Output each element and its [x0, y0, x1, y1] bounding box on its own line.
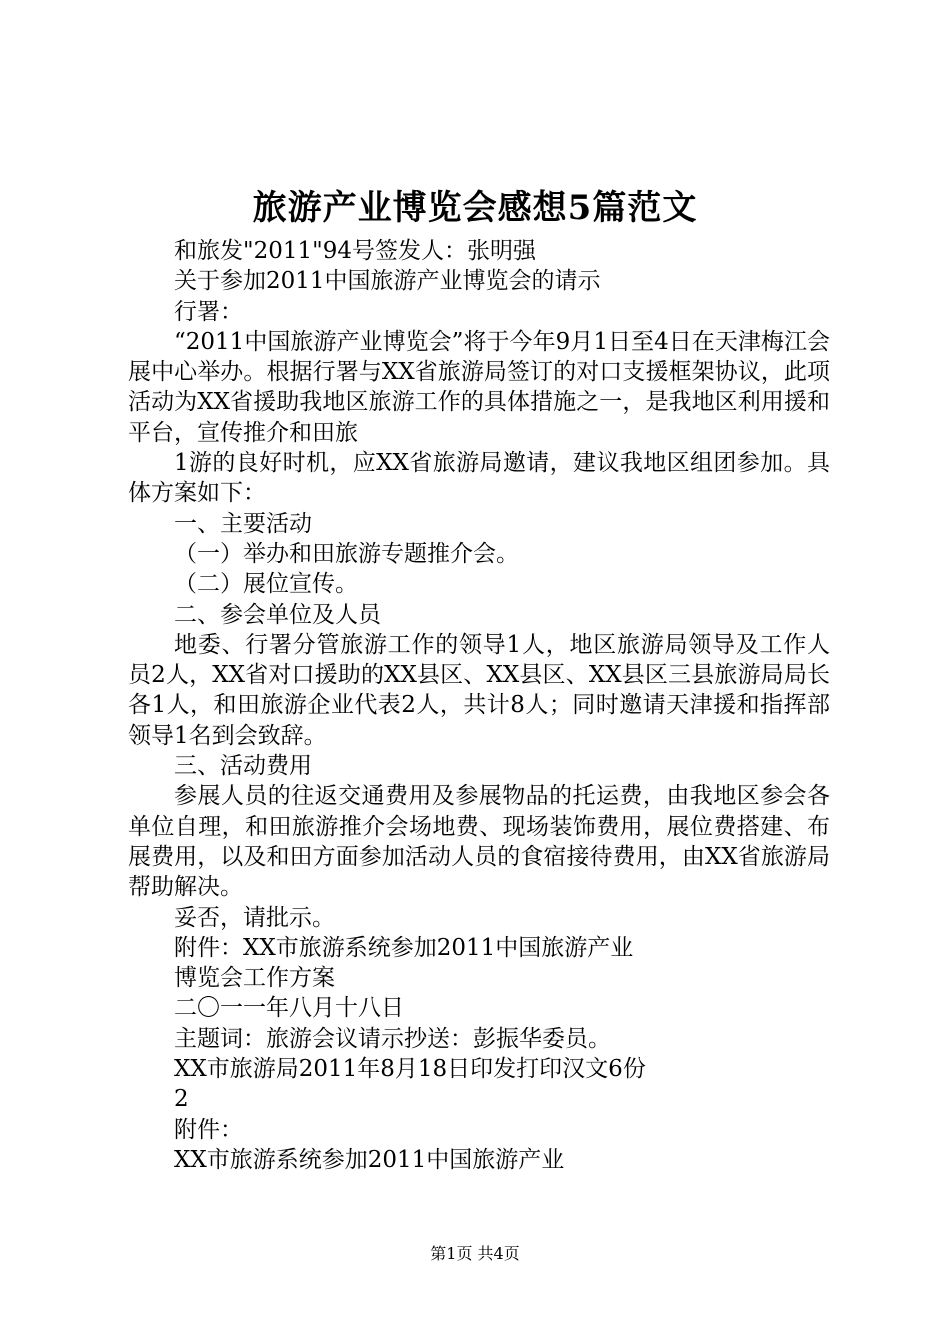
- paragraph: 附件：XX市旅游系统参加2011中国旅游产业: [174, 934, 634, 961]
- document-body: [128, 236, 830, 1175]
- paragraph: 二〇一一年八月十八日: [174, 995, 404, 1022]
- paragraph: 主题词：旅游会议请示抄送：彭振华委员。: [174, 1025, 611, 1052]
- paragraph: 妥否，请批示。: [174, 904, 335, 931]
- paragraph: 附件：: [174, 1116, 243, 1143]
- paragraph: 一、主要活动: [174, 510, 312, 537]
- paragraph: 1游的良好时机，应XX省旅游局邀请，建议我地区组团参加。具体方案如下：: [128, 450, 830, 507]
- paragraph: XX市旅游局2011年8月18日印发打印汉文6份: [174, 1056, 646, 1083]
- paragraph: （二）展位宣传。: [174, 571, 358, 598]
- paragraph: 2: [174, 1086, 189, 1113]
- paragraph: 参展人员的往返交通费用及参展物品的托运费，由我地区参会各单位自理，和田旅游推介会场地费、现场装饰费用，展位费搭建、布展费用，以及和田方面参加活动人员的食宿接待费用，由XX省旅游局帮助解决。: [128, 783, 830, 901]
- paragraph: “2011中国旅游产业博览会”将于今年9月1日至4日在天津梅江会展中心举办。根据行署与XX省旅游局签订的对口支援框架协议，此项活动为XX省援助我地区旅游工作的具体措施之一，是我地区利用援和平台，宣传推介和田旅: [128, 328, 830, 446]
- paragraph: 关于参加2011中国旅游产业博览会的请示: [174, 268, 601, 295]
- paragraph: XX市旅游系统参加2011中国旅游产业: [174, 1146, 565, 1173]
- paragraph: 二、参会单位及人员: [174, 601, 381, 628]
- page-footer: 第1页 共4页: [430, 1244, 520, 1263]
- paragraph: 博览会工作方案: [174, 965, 335, 992]
- paragraph: 三、活动费用: [174, 753, 312, 780]
- paragraph: 地委、行署分管旅游工作的领导1人，地区旅游局领导及工作人员2人，XX省对口援助的XX县区、XX县区、XX县区三县旅游局局长各1人，和田旅游企业代表2人，共计8人；同时邀请天津援和指挥部领导1名到会致辞。: [128, 631, 830, 749]
- paragraph: 行署：: [174, 298, 243, 325]
- paragraph: 和旅发"2011"94号签发人：张明强: [174, 238, 536, 264]
- document-title: 旅游产业博览会感想5篇范文: [252, 188, 698, 228]
- paragraph: （一）举办和田旅游专题推介会。: [174, 540, 519, 567]
